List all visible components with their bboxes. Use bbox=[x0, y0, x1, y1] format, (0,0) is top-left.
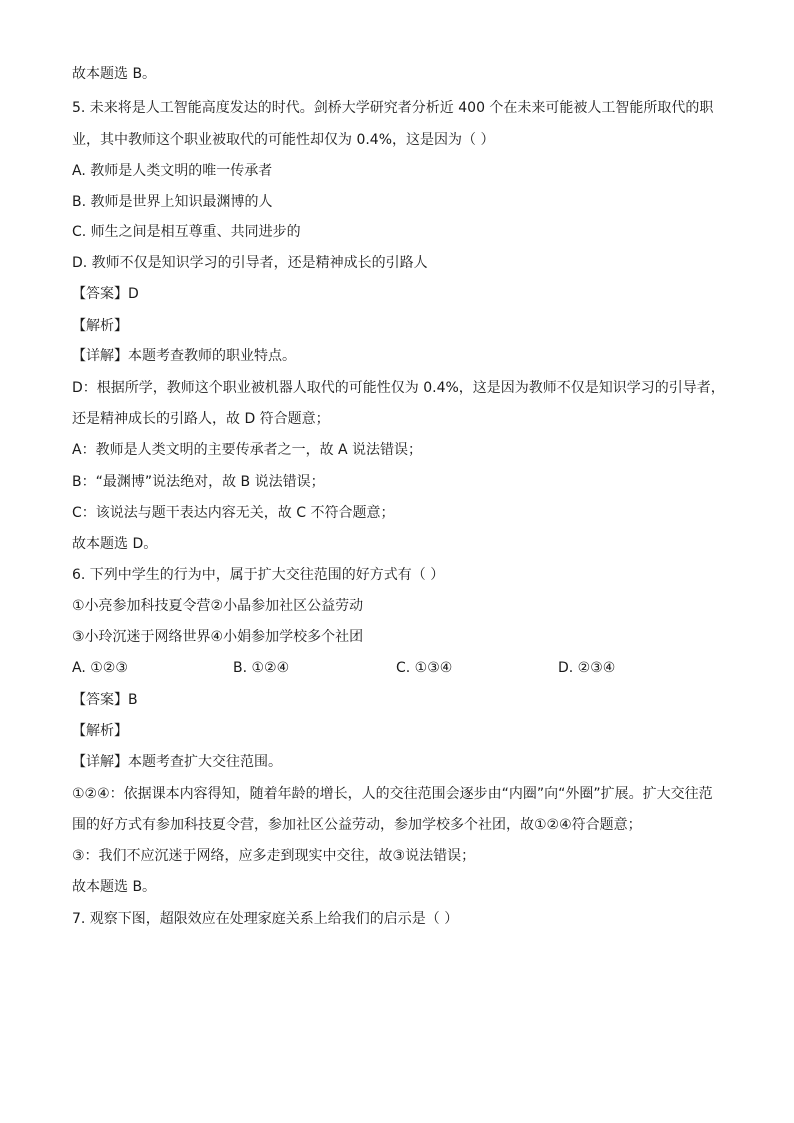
q5-detail-line-2: 还是精神成长的引路人，故 D 符合题意； bbox=[72, 411, 330, 427]
q5-option-d: D. 教师不仅是知识学习的引导者，还是精神成长的引路人 bbox=[72, 255, 428, 271]
q6-option-b: B. ①②④ bbox=[233, 660, 290, 676]
q6-detail-title: 【详解】本题考查扩大交往范围。 bbox=[72, 754, 282, 770]
q5-detail-title: 【详解】本题考查教师的职业特点。 bbox=[72, 348, 296, 364]
q6-detail-line-1: ①②④：依据课本内容得知，随着年龄的增长，人的交往范围会逐步由“内圈”向“外圈”扩展。扩大交往范 bbox=[72, 786, 713, 802]
q6-conclusion: 故本题选 B。 bbox=[72, 879, 157, 895]
q6-detail-line-3: ③：我们不应沉迷于网络，应多走到现实中交往，故③说法错误； bbox=[72, 848, 476, 864]
q5-answer: 【答案】D bbox=[72, 286, 139, 302]
q6-option-c: C. ①③④ bbox=[396, 660, 453, 676]
q6-answer: 【答案】B bbox=[72, 692, 138, 708]
q6-item-line-1: ①小亮参加科技夏令营②小晶参加社区公益劳动 bbox=[72, 598, 364, 614]
q5-option-b: B. 教师是世界上知识最渊博的人 bbox=[72, 194, 273, 210]
q5-option-a: A. 教师是人类文明的唯一传承者 bbox=[72, 163, 273, 179]
q5-detail-line-1: D：根据所学，教师这个职业被机器人取代的可能性仅为 0.4%，这是因为教师不仅是知识学习的引导者， bbox=[72, 380, 725, 396]
q5-stem-line-1: 5. 未来将是人工智能高度发达的时代。剑桥大学研究者分析近 400 个在未来可能被人工智能所取代的职 bbox=[72, 100, 714, 116]
q6-detail-line-2: 围的好方式有参加科技夏令营，参加社区公益劳动，参加学校多个社团，故①②④符合题意； bbox=[72, 817, 642, 833]
q5-stem-line-2: 业，其中教师这个职业被取代的可能性却仅为 0.4%，这是因为（ ） bbox=[72, 132, 495, 148]
q4-conclusion: 故本题选 B。 bbox=[72, 66, 157, 82]
q6-analysis-label: 【解析】 bbox=[72, 723, 128, 739]
q6-item-line-2: ③小玲沉迷于网络世界④小娟参加学校多个社团 bbox=[72, 629, 364, 645]
q5-option-c: C. 师生之间是相互尊重、共同进步的 bbox=[72, 224, 301, 240]
q5-detail-line-3: A：教师是人类文明的主要传承者之一，故 A 说法错误； bbox=[72, 442, 423, 458]
q6-option-a: A. ①②③ bbox=[72, 660, 128, 676]
q5-detail-line-5: C：该说法与题干表达内容无关，故 C 不符合题意； bbox=[72, 505, 395, 521]
q6-option-d: D. ②③④ bbox=[558, 660, 616, 676]
q5-conclusion: 故本题选 D。 bbox=[72, 536, 158, 552]
q6-stem: 6. 下列中学生的行为中，属于扩大交往范围的好方式有（ ） bbox=[72, 567, 445, 583]
q7-stem: 7. 观察下图，超限效应在处理家庭关系上给我们的启示是（ ） bbox=[72, 911, 459, 927]
q6-options-row bbox=[72, 658, 732, 678]
q5-detail-line-4: B：“最渊博”说法绝对，故 B 说法错误； bbox=[72, 474, 325, 490]
q5-analysis-label: 【解析】 bbox=[72, 318, 128, 334]
